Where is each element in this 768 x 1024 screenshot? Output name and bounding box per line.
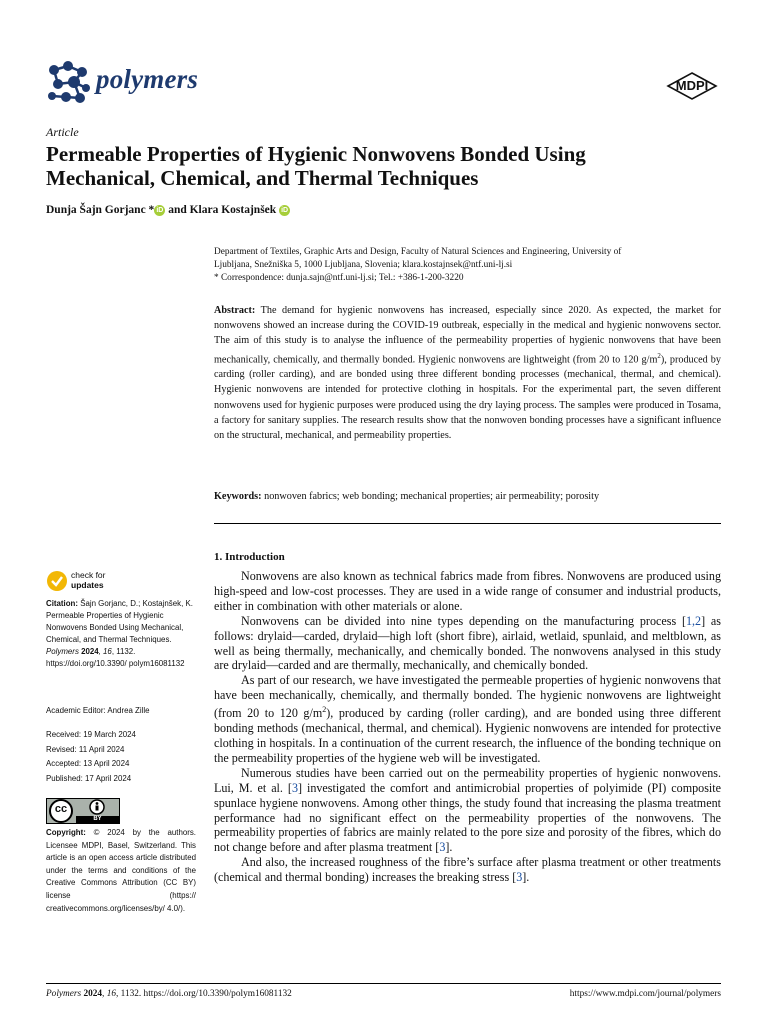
cc-by-license-badge[interactable] — [46, 798, 120, 824]
keywords-text: nonwoven fabrics; web bonding; mechanical properties; air permeability; porosity — [261, 491, 600, 502]
copyright-text: © 2024 by the authors. Licensee MDPI, Basel, Switzerland. This article is an open access article distributed under the terms and conditions of the Creative Commons Attribution (CC BY) license (https:// creativecommons.org/licenses/by/ 4.0/). — [46, 828, 196, 913]
paragraph-text: ]. — [445, 840, 453, 855]
reference-link[interactable]: 1,2 — [685, 613, 702, 628]
cc-label: cc — [54, 803, 68, 815]
author-list — [46, 204, 290, 216]
section-heading: 1. Introduction — [214, 551, 285, 563]
abstract-text: The demand for hygienic nonwovens has increased, especially since 2020. As expected, the market for nonwovens showed an increase during the COVID-19 outbreak, especially in the medical and hygienic nonwovens sector. The aim of this study is to analyse the influence of the permeability properties of hygienic nonwovens that have been mechanically, chemically, and thermally bonded. Hygienic nonwovens are lightweight (from 20 to 120 g/m — [214, 305, 721, 365]
copyright-notice — [46, 827, 196, 915]
abstract-label: Abstract: — [214, 305, 256, 316]
check-label: check for — [71, 570, 106, 580]
accepted-date: Accepted: 13 April 2024 — [46, 759, 130, 769]
academic-editor: Academic Editor: Andrea Zille — [46, 706, 150, 715]
paragraph — [214, 766, 721, 855]
citation-label: Citation: — [46, 599, 78, 608]
updates-label: updates — [71, 580, 104, 590]
paragraph — [214, 855, 721, 885]
paragraph-text: Nonwovens can be divided into nine types depending on the manufacturing process [ — [241, 613, 686, 628]
check-for-updates-button[interactable] — [46, 569, 126, 593]
citation-text: Šajn Gorjanc, D.; Kostajnšek, K. Permeable Properties of Hygienic Nonwovens Bonded Using Mechanical, Chemical, and Thermal Techniques. — [46, 599, 193, 644]
paragraph — [214, 569, 721, 614]
article-body — [214, 569, 721, 885]
affiliation-line: Ljubljana, Snežniška 5, 1000 Ljubljana, Slovenia; klara.kostajnsek@ntf.uni-lj.si — [214, 260, 513, 270]
author-connector: and — [165, 204, 190, 216]
reference-link[interactable]: 3 — [291, 780, 298, 795]
keywords — [214, 490, 721, 504]
footer-citation — [46, 989, 292, 999]
paragraph-text: ), produced by carding (roller carding), and are bonded using three different bonding methods (mechanical, thermal, and chemical). Hygienic nonwovens are intended for protective clothing in hospitals. In a continuation of the current research, the influence of the bonding technique on the permeability properties of the hygiene web will be investigated. — [214, 706, 721, 765]
abstract — [214, 303, 721, 443]
title-line-2: Mechanical, Chemical, and Thermal Techniques — [46, 166, 479, 190]
orcid-icon[interactable]: iD — [281, 207, 289, 214]
paragraph-text: ] as follows: drylaid—carded, drylaid—high loft (short fibre), airlaid, wetlaid, spunlaid, and meltblown, as well as being thermally, mechanically, and chemically bonded. The nonwovens analysed in this study are drylaid—carded and are thermally, mechanically, and chemically bonded. — [214, 613, 722, 673]
paragraph — [214, 673, 721, 765]
citation-volume: , 16 — [98, 647, 112, 656]
footer-journal: Polymers — [46, 989, 82, 999]
by-label: BY — [93, 816, 102, 822]
check-updates-icon — [46, 570, 68, 592]
mdpi-logo[interactable] — [666, 72, 718, 100]
paragraph-text: And also, the increased roughness of the fibre’s surface after plasma treatment or other treatments (chemical and thermal bonding) increases the breaking stress [ — [214, 855, 721, 885]
paragraph-text: Numerous studies have been carried out on the permeability properties of hygienic nonwovens. Lui, M. et al. [ — [214, 765, 721, 795]
copyright-label: Copyright: — [46, 828, 86, 837]
title-line-1: Permeable Properties of Hygienic Nonwovens Bonded Using — [46, 142, 586, 166]
divider — [214, 523, 721, 524]
paragraph-text: ] investigated the comfort and antimicrobial properties of polyimide (PI) composite spunlace hygiene nonwovens. Among other things, the study found that increasing the plasma treatment performance had no significant effect on the permeability properties of the nonwovens. The permeability properties of fabrics are mainly related to the pore size and porosity of the fibres, which do not change before and after plasma treatment [ — [214, 780, 721, 855]
revised-date: Revised: 11 April 2024 — [46, 744, 125, 754]
published-date: Published: 17 April 2024 — [46, 774, 132, 784]
citation-year: 2024 — [78, 647, 99, 656]
footer-journal-url[interactable]: https://www.mdpi.com/journal/polymers — [569, 989, 721, 999]
affiliation — [214, 246, 724, 285]
superscript: 2 — [322, 705, 327, 715]
footer-volume: , 16 — [102, 989, 116, 999]
correspondence-line: * Correspondence: dunja.sajn@ntf.uni-lj.si; Tel.: +386-1-200-3220 — [214, 273, 464, 283]
polymers-logo-icon — [46, 60, 90, 104]
superscript: 2 — [657, 351, 661, 360]
journal-name[interactable]: polymers — [96, 64, 199, 94]
mdpi-label: MDPI — [675, 78, 709, 93]
paragraph-text: Nonwovens are also known as technical fabrics made from fibres. Nonwovens are produced using high-speed and low-cost processes. They are used in a wide range of consumer and industrial products, either in combination with other materials or alone. — [214, 569, 721, 613]
paragraph-text: ]. — [522, 870, 530, 885]
article-type: Article — [46, 125, 79, 139]
keywords-label: Keywords: — [214, 491, 262, 502]
affiliation-line: Department of Textiles, Graphic Arts and Design, Faculty of Natural Sciences and Engineering, University of — [214, 247, 622, 257]
reference-link[interactable]: 3 — [439, 840, 446, 855]
paragraph-text: As part of our research, we have investigated the permeable properties of hygienic nonwovens that have been mechanically, chemically, and thermally bonded. The hygienic nonwovens are lightweight (from 20 to 120 g/m — [214, 673, 721, 721]
footer-doi[interactable]: , 1132. https://doi.org/10.3390/polym16081132 — [116, 989, 292, 999]
author-2[interactable]: Klara Kostajnšek — [189, 204, 277, 216]
abstract-text: ), produced by carding (roller carding), and are bonded using three different bonding processes (mechanical, thermal, and chemical). Hygienic nonwovens are intended for protective clothing in hospitals. For the experimental part, the seven different nonwovens used for hygienic purposes were produced using the dry laying process. The samples were produced in Tosama, a factory for sanitary supplies. The research results show that the nonwoven bonding processes have a significant influence on the structural, mechanical, and permeability properties. — [214, 354, 721, 442]
paragraph — [214, 614, 721, 674]
footer-divider — [46, 983, 721, 984]
citation-doi[interactable]: , 1132. https://doi.org/10.3390/ polym16081132 — [46, 647, 185, 668]
reference-link[interactable]: 3 — [516, 870, 523, 885]
orcid-icon[interactable]: iD — [156, 207, 164, 214]
author-1[interactable]: Dunja Šajn Gorjanc * — [46, 204, 155, 216]
footer-year: 2024 — [81, 989, 103, 999]
citation — [46, 598, 202, 670]
dates — [46, 728, 136, 787]
citation-journal: Polymers — [46, 647, 79, 656]
article-title — [46, 142, 726, 190]
received-date: Received: 19 March 2024 — [46, 730, 136, 739]
